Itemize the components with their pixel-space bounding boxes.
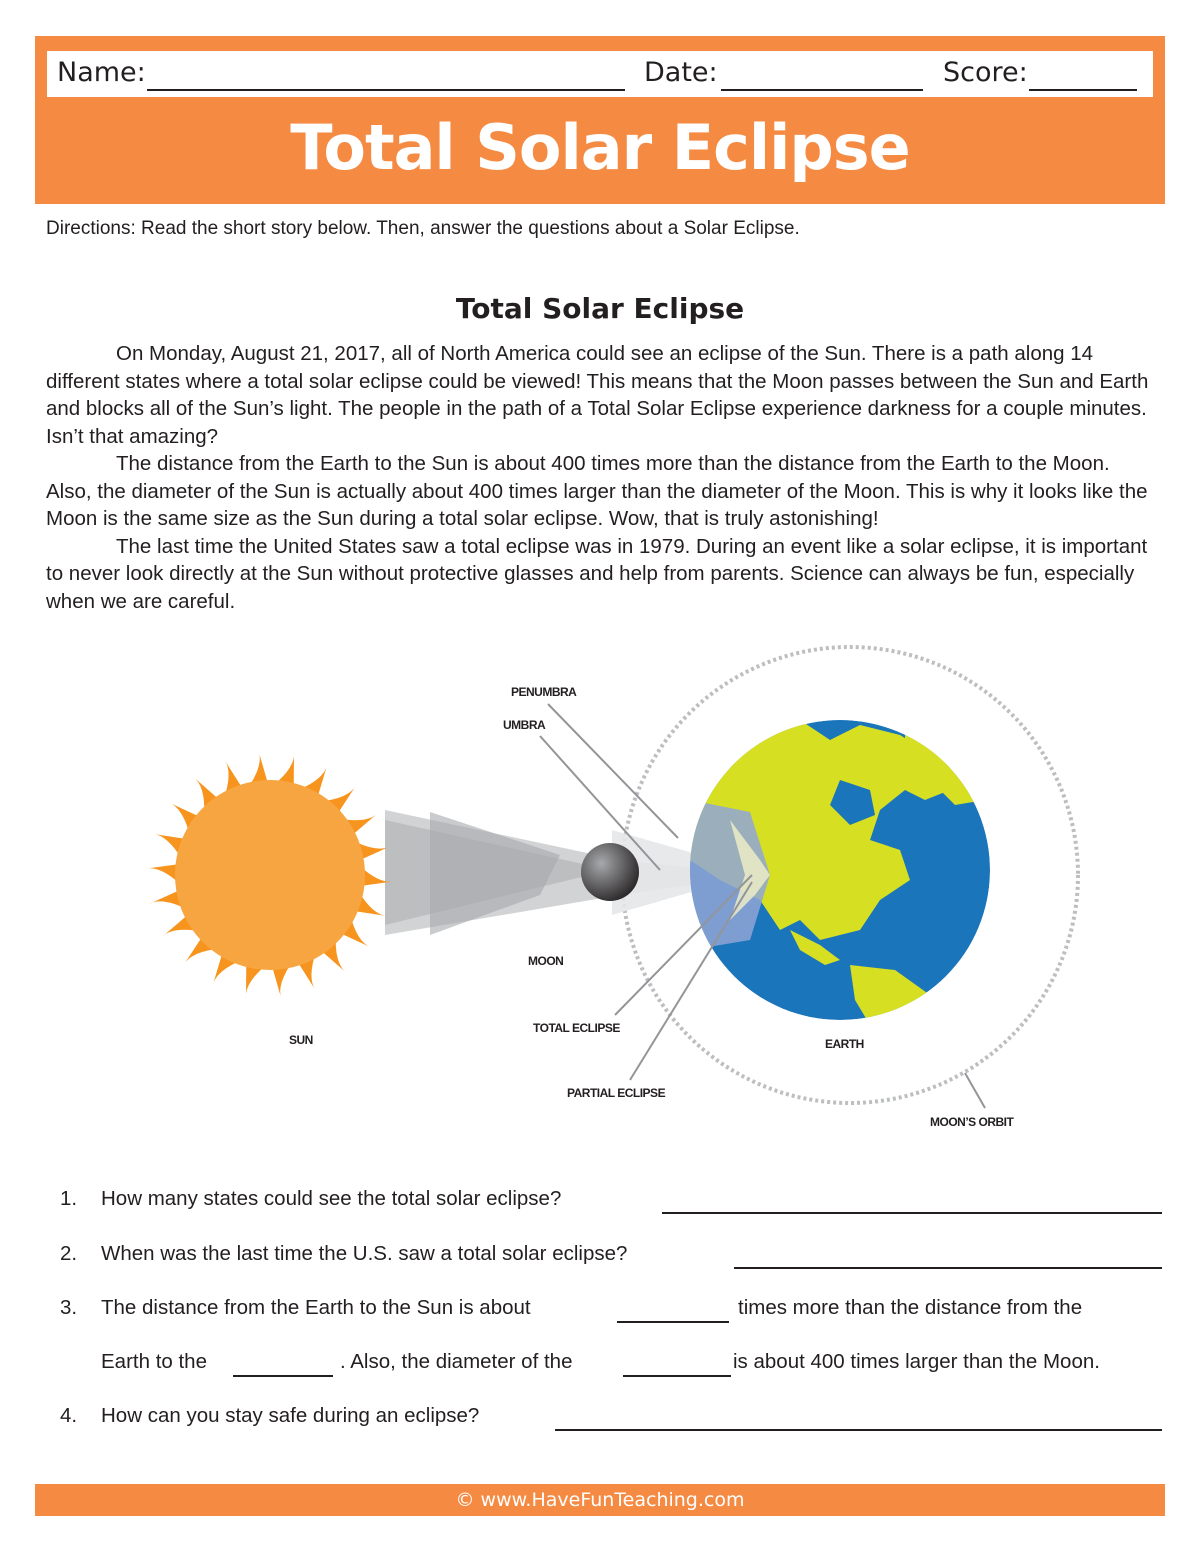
score-field[interactable] <box>1029 89 1137 91</box>
question-4-text: How can you stay safe during an eclipse? <box>101 1404 480 1427</box>
page-title: Total Solar Eclipse <box>290 111 910 184</box>
question-3-part-b: times more than the distance from the <box>738 1296 1083 1319</box>
sun <box>145 751 395 1000</box>
name-field[interactable] <box>147 89 625 91</box>
question-3-part-e: is about 400 times larger than the Moon. <box>733 1350 1100 1373</box>
question-1-text: How many states could see the total solar eclipse? <box>101 1187 562 1210</box>
eclipse-diagram <box>0 640 1200 1150</box>
story-title: Total Solar Eclipse <box>455 292 745 325</box>
umbra-label: UMBRA <box>503 718 546 732</box>
date-field[interactable] <box>721 89 923 91</box>
answer-3c-field[interactable] <box>623 1359 731 1377</box>
story-paragraph: The distance from the Earth to the Sun is about 400 times more than the distance from the Earth to the Moon. Also, the diameter of the Sun is actually about 400 times larger than the diameter of the Moon. This is why it looks like the Moon is the same size as the Sun during a total solar eclipse. Wow, that is truly astonishing! <box>46 452 1148 530</box>
partial-eclipse-label: PARTIAL ECLIPSE <box>567 1086 666 1100</box>
umbra-cone-back <box>430 812 560 935</box>
question-number: 3. <box>60 1296 78 1319</box>
answer-4-field[interactable] <box>555 1413 1162 1431</box>
story-body <box>46 340 1158 615</box>
sun-label: SUN <box>289 1033 313 1047</box>
name-label: Name: <box>57 57 146 88</box>
answer-3b-field[interactable] <box>233 1359 333 1377</box>
question-number: 1. <box>60 1187 78 1210</box>
answer-1-field[interactable] <box>662 1196 1162 1214</box>
score-label: Score: <box>943 57 1028 88</box>
directions-text: Directions: Read the short story below. Then, answer the questions about a Solar Eclipse. <box>46 218 800 239</box>
moon-label: MOON <box>528 954 564 968</box>
answer-2-field[interactable] <box>734 1251 1162 1269</box>
moon <box>581 843 639 901</box>
penumbra-label: PENUMBRA <box>511 685 577 699</box>
name-date-score-row <box>47 51 1153 97</box>
date-label: Date: <box>644 57 718 88</box>
moons-orbit-label: MOON’S ORBIT <box>930 1115 1014 1129</box>
question-number: 4. <box>60 1404 78 1427</box>
question-3-part-a: The distance from the Earth to the Sun is about <box>101 1296 531 1319</box>
total-eclipse-label: TOTAL ECLIPSE <box>533 1021 620 1035</box>
moon-orbit-pointer <box>965 1073 985 1108</box>
question-2-text: When was the last time the U.S. saw a total solar eclipse? <box>101 1242 628 1265</box>
earth-label: EARTH <box>825 1037 864 1051</box>
question-3-part-d: . Also, the diameter of the <box>340 1350 573 1373</box>
question-number: 2. <box>60 1242 78 1265</box>
footer-copyright: © www.HaveFunTeaching.com <box>35 1484 1165 1516</box>
sun-disc <box>175 780 365 970</box>
answer-3a-field[interactable] <box>617 1305 729 1323</box>
story-paragraph: On Monday, August 21, 2017, all of North America could see an eclipse of the Sun. There is a path along 14 different states where a total solar eclipse could be viewed! This means that the Moon passes between the Sun and Earth and blocks all of the Sun’s light. The people in the path of a Total Solar Eclipse experience darkness for a couple minutes. Isn’t that amazing? <box>46 342 1149 448</box>
earth <box>690 720 990 1025</box>
question-3-part-c: Earth to the <box>101 1350 207 1373</box>
story-paragraph: The last time the United States saw a total eclipse was in 1979. During an event like a solar eclipse, it is important to never look directly at the Sun without protective glasses and help from parents. Science can always be fun, especially when we are careful. <box>46 534 1148 613</box>
